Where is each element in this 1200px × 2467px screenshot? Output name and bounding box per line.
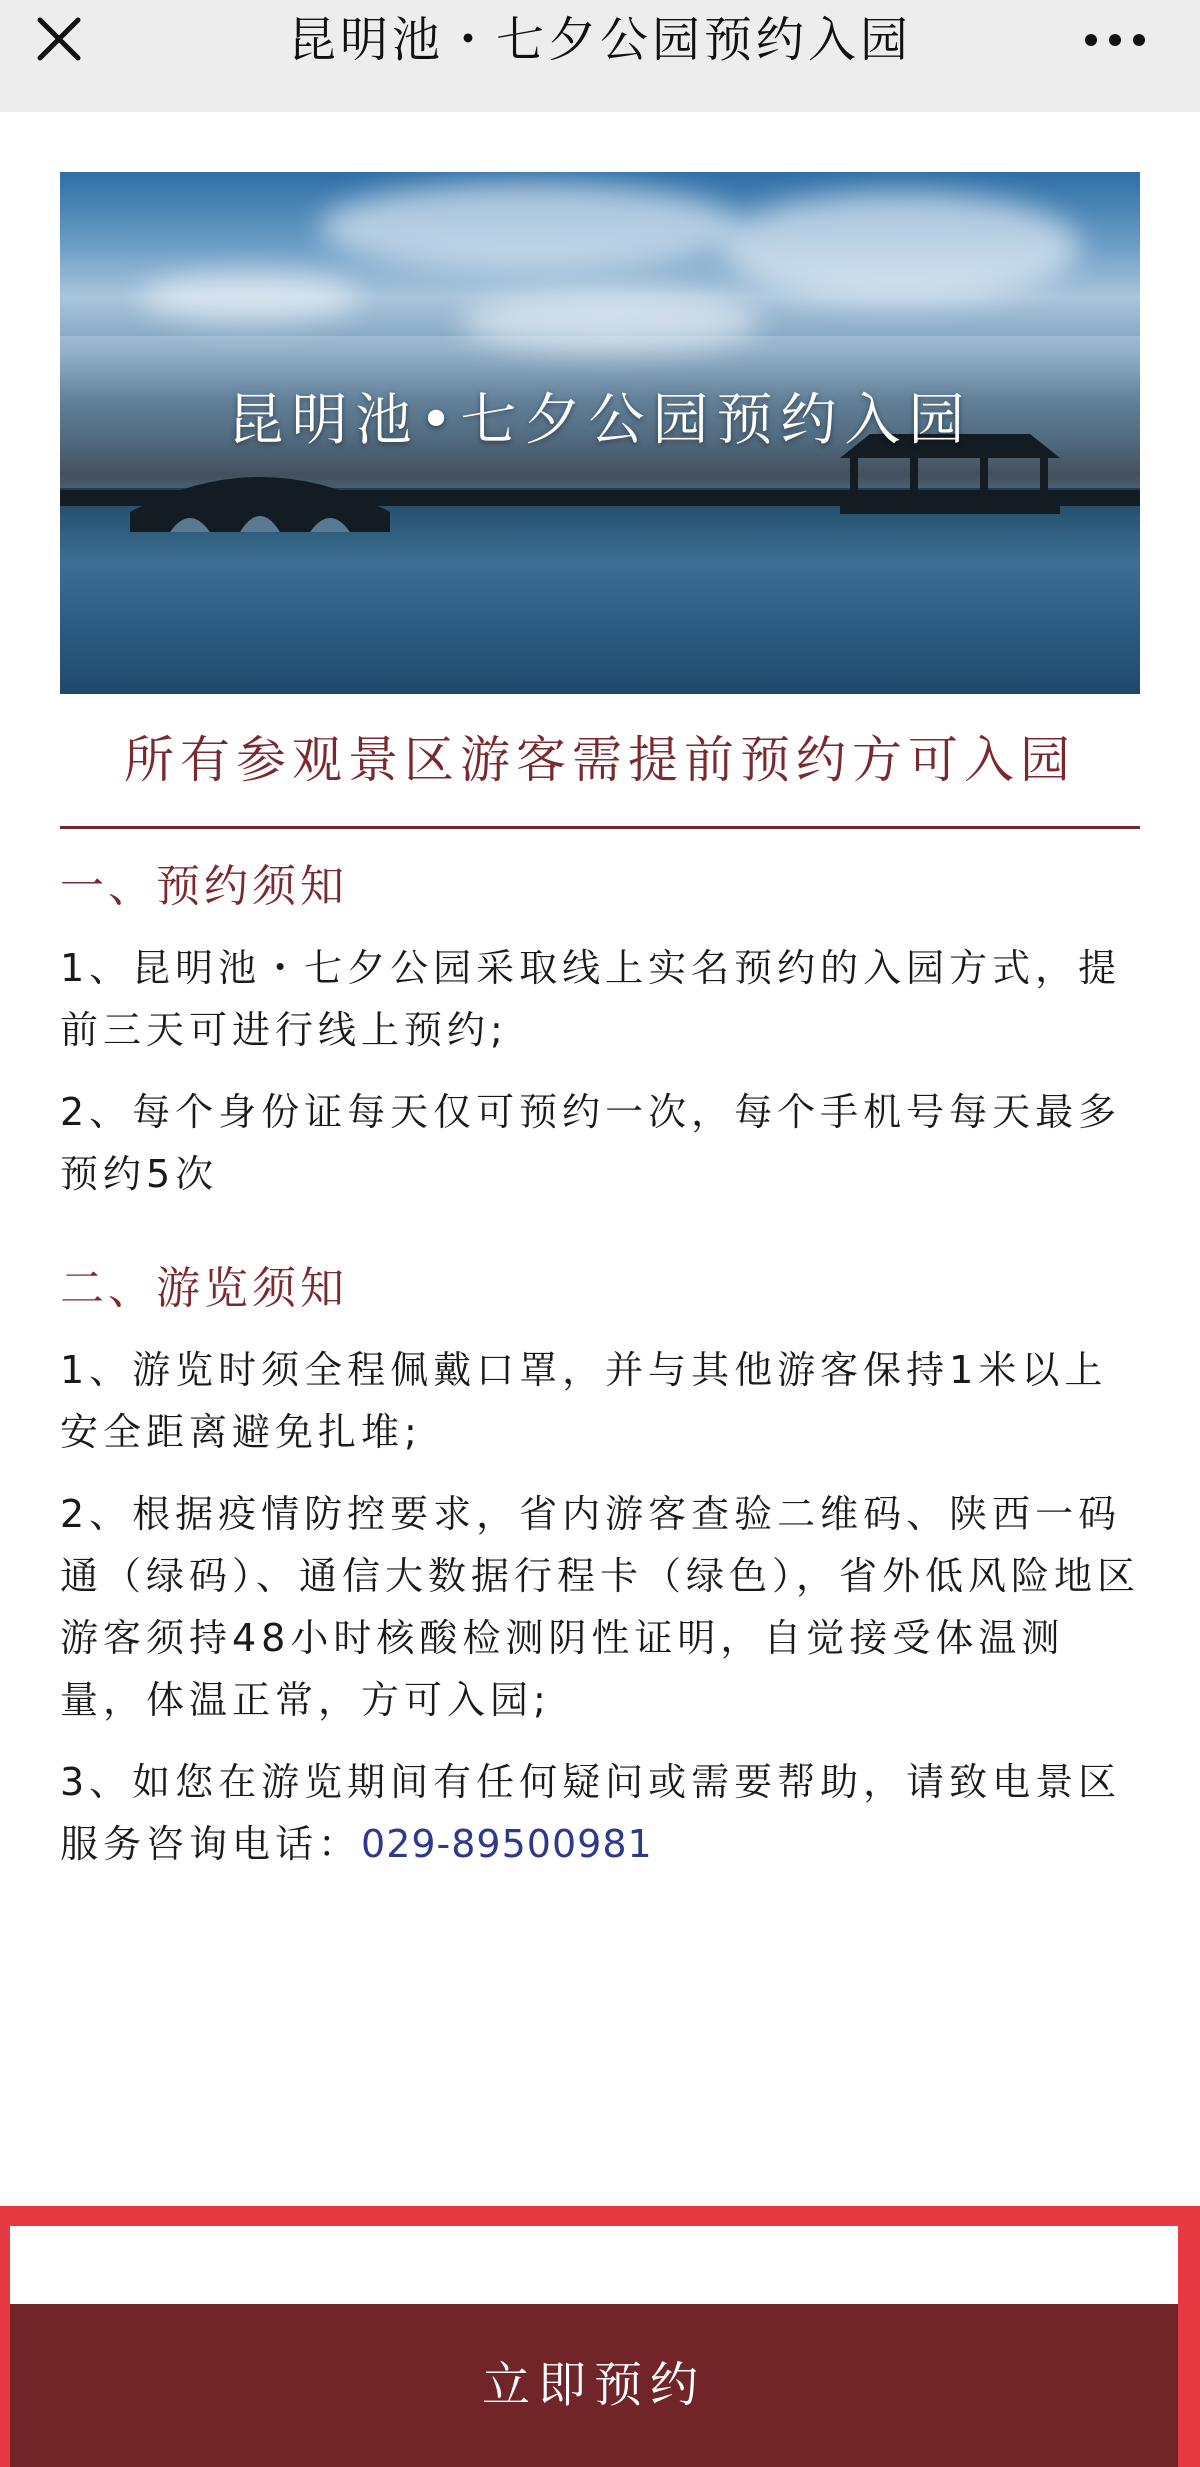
banner-cloud <box>720 192 1080 302</box>
more-horizontal-icon <box>1080 18 1150 62</box>
headline: 所有参观景区游客需提前预约方可入园 <box>124 731 1076 789</box>
page-title: 昆明池・七夕公园预约入园 <box>287 12 912 68</box>
section-title-visit-notice: 二、游览须知 <box>60 1263 348 1314</box>
banner-image <box>60 172 1140 694</box>
nav-bar <box>0 0 1200 112</box>
close-icon <box>30 10 88 68</box>
visit-notice-item-1: 1、游览时须全程佩戴口罩，并与其他游客保持1米以上安全距离避免扎堆; <box>60 1348 1108 1454</box>
reserve-now-button[interactable]: 立即预约 <box>10 2304 1178 2467</box>
bottom-action-area <box>0 2206 1200 2467</box>
main-content <box>60 172 1140 1875</box>
bottom-spacer <box>10 2226 1178 2304</box>
banner-title: 昆明池•七夕公园预约入园 <box>227 388 973 453</box>
visit-notice-item-3 <box>60 1751 1140 1875</box>
service-phone-link[interactable]: 029-89500981 <box>361 1822 653 1866</box>
visit-notice-item-3-text: 3、如您在游览期间有任何疑问或需要帮助，请致电景区服务咨询电话： <box>60 1760 1122 1866</box>
booking-notice-item-1: 1、昆明池・七夕公园采取线上实名预约的入园方式，提前三天可进行线上预约; <box>60 946 1122 1052</box>
divider <box>60 826 1140 829</box>
close-button[interactable] <box>30 10 88 68</box>
more-button[interactable] <box>1080 18 1150 62</box>
banner-shoreline <box>60 490 1140 506</box>
section-title-booking-notice: 一、预约须知 <box>60 861 348 912</box>
visit-notice-item-2: 2、根据疫情防控要求，省内游客查验二维码、陕西一码通（绿码）、通信大数据行程卡（绿色），省外低风险地区游客须持48小时核酸检测阴性证明，自觉接受体温测量，体温正常，方可入园; <box>60 1492 1141 1722</box>
banner-cloud <box>140 272 360 322</box>
banner-cloud <box>320 182 740 272</box>
booking-notice-item-2: 2、每个身份证每天仅可预约一次，每个手机号每天最多预约5次 <box>60 1090 1122 1196</box>
